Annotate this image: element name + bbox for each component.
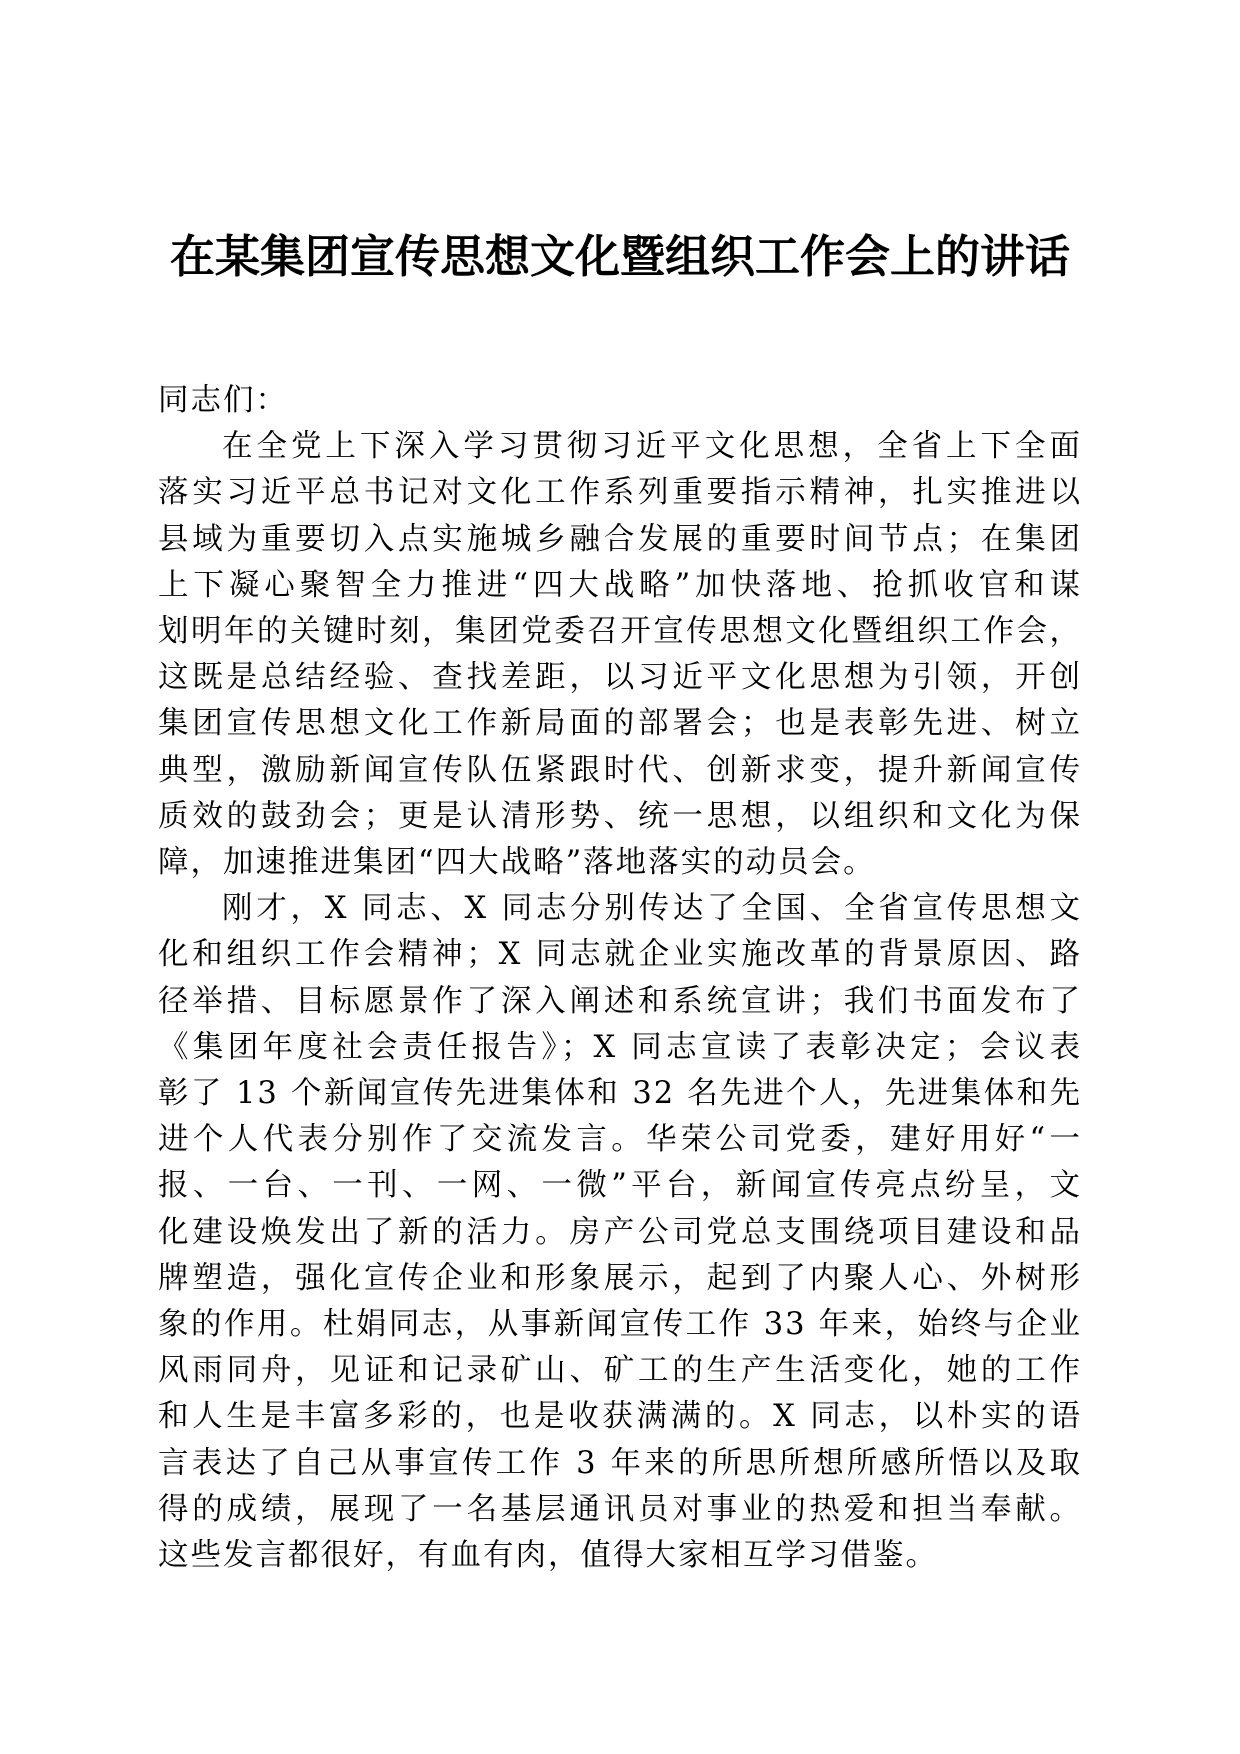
paragraph-2 (158, 886, 1082, 1579)
text-line: 上下凝心聚智全力推进“四大战略”加快落地、抢抓收官和谋 (158, 567, 1082, 603)
text-line: 质效的鼓劲会；更是认清形势、统一思想，以组织和文化为保 (158, 798, 1082, 834)
text-line: 和人生是丰富多彩的，也是收获满满的。X 同志，以朴实的语 (158, 1399, 1082, 1435)
text-line: 这些发言都很好，有血有肉，值得大家相互学习借鉴。 (158, 1538, 938, 1574)
text-line: 县域为重要切入点实施城乡融合发展的重要时间节点；在集团 (158, 521, 1082, 557)
text-line: 得的成绩，展现了一名基层通讯员对事业的热爱和担当奉献。 (158, 1491, 1082, 1527)
text-line: 落实习近平总书记对文化工作系列重要指示精神，扎实推进以 (158, 475, 1082, 511)
salutation: 同志们： (158, 383, 288, 418)
text-line: 在全党上下深入学习贯彻习近平文化思想，全省上下全面 (222, 429, 1082, 465)
text-line: 《集团年度社会责任报告》；X 同志宣读了表彰决定；会议表 (158, 1029, 1082, 1065)
text-line: 集团宣传思想文化工作新局面的部署会；也是表彰先进、树立 (158, 706, 1082, 742)
text-line: 象的作用。杜娟同志，从事新闻宣传工作 33 年来，始终与企业 (158, 1307, 1082, 1343)
text-line: 化和组织工作会精神；X 同志就企业实施改革的背景原因、路 (158, 937, 1082, 973)
page-title: 在某集团宣传思想文化暨组织工作会上的讲话 (169, 230, 1070, 283)
text-line: 牌塑造，强化宣传企业和形象展示，起到了内聚人心、外树形 (158, 1260, 1082, 1296)
text-line: 化建设焕发出了新的活力。房产公司党总支围绕项目建设和品 (158, 1214, 1082, 1250)
text-line: 划明年的关键时刻，集团党委召开宣传思想文化暨组织工作会， (158, 614, 1082, 650)
text-line: 典型，激励新闻宣传队伍紧跟时代、创新求变，提升新闻宣传 (158, 752, 1082, 788)
text-line: 进个人代表分别作了交流发言。华荣公司党委，建好用好“一 (158, 1122, 1082, 1158)
text-line: 彰了 13 个新闻宣传先进集体和 32 名先进个人，先进集体和先 (158, 1076, 1082, 1112)
text-line: 径举措、目标愿景作了深入阐述和系统宣讲；我们书面发布了 (158, 983, 1082, 1019)
text-line: 这既是总结经验、查找差距，以习近平文化思想为引领，开创 (158, 660, 1082, 696)
text-line: 障，加速推进集团“四大战略”落地落实的动员会。 (158, 845, 876, 881)
text-line: 报、一台、一刊、一网、一微”平台，新闻宣传亮点纷呈，文 (158, 1168, 1082, 1204)
paragraph-1 (158, 424, 1082, 886)
document-body (158, 378, 1082, 1579)
text-line: 言表达了自己从事宣传工作 3 年来的所思所想所感所悟以及取 (158, 1445, 1082, 1481)
text-line: 风雨同舟，见证和记录矿山、矿工的生产生活变化，她的工作 (158, 1353, 1082, 1389)
text-line: 刚才，X 同志、X 同志分别传达了全国、全省宣传思想文 (222, 891, 1082, 927)
